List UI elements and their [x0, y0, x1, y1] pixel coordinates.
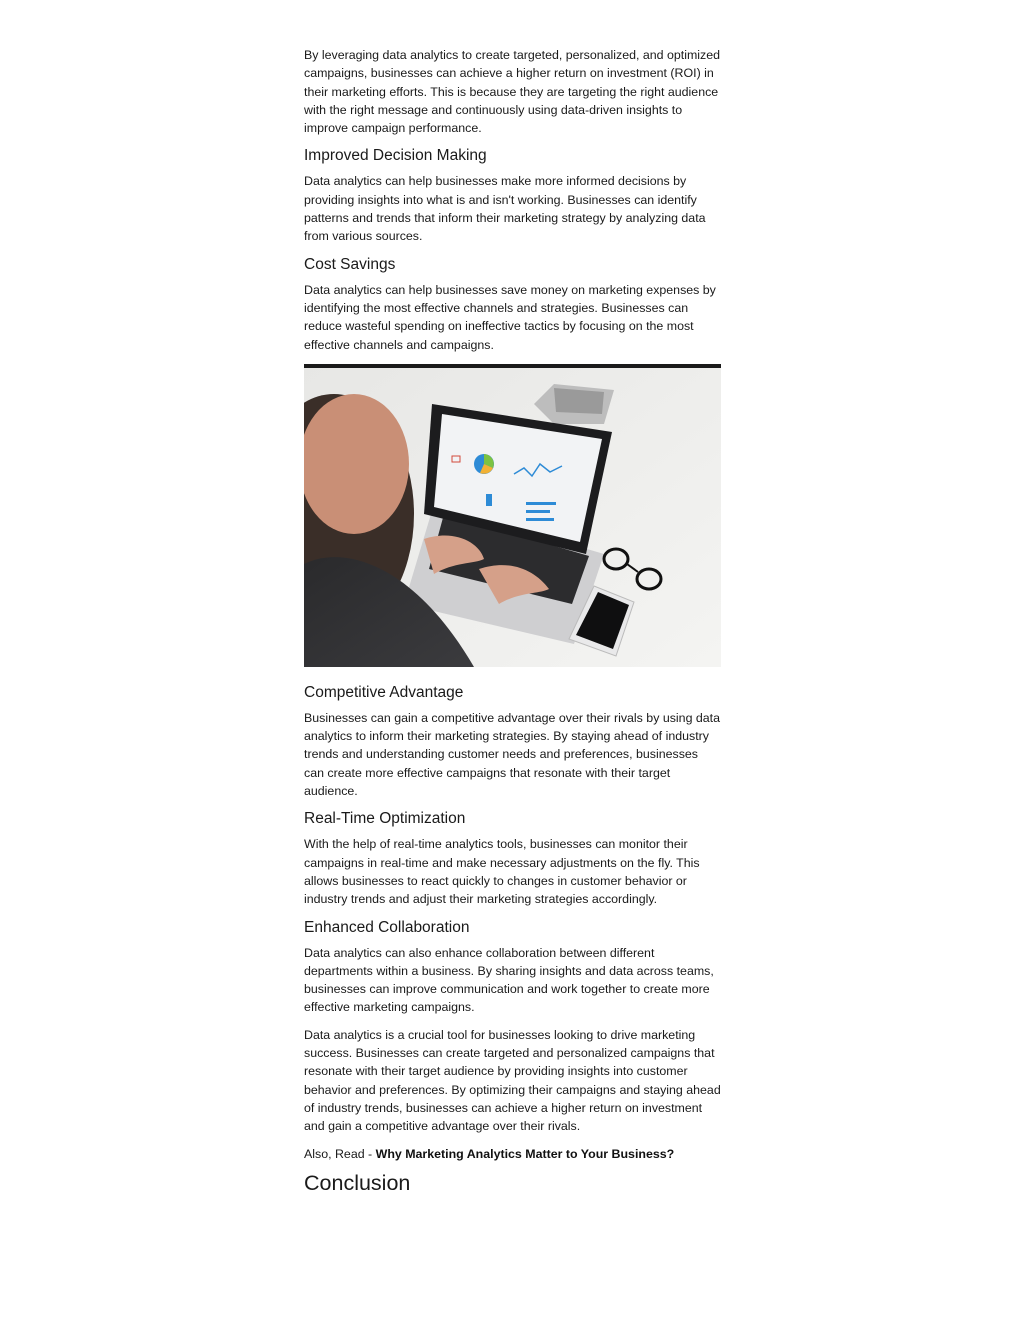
heading-real-time-optimization: Real-Time Optimization: [304, 810, 466, 828]
heading-cost-savings: Cost Savings: [304, 255, 396, 273]
summary-paragraph: Data analytics is a crucial tool for businesses looking to drive marketing success. Businesses can create targeted and personalized campaigns that resonate with their target audience by providing insights into customer behavior and preferences. By optimizing their campaigns and staying ahead of industry trends, businesses can achieve a higher return on investment and gain a competitive advantage over their rivals.: [304, 1027, 721, 1134]
also-read-link[interactable]: Why Marketing Analytics Matter to Your Business?: [375, 1146, 675, 1161]
paragraph-improved-decision-making: Data analytics can help businesses make more informed decisions by providing insights into what is and isn't working. Businesses can identify patterns and trends that inform their marketing strategy by analyzing data from various sources.: [304, 174, 706, 244]
intro-paragraph: By leveraging data analytics to create targeted, personalized, and optimized campaigns, businesses can achieve a higher return on investment (ROI) in their marketing efforts. This is because they are targeting the right audience with the right message and continuously using data-driven insights to improve campaign performance.: [304, 48, 721, 136]
paragraph-cost-savings: Data analytics can help businesses save money on marketing expenses by identifying the most effective channels and strategies. Businesses can reduce wasteful spending on ineffective tactics by focusing on the most effective channels and campaigns.: [304, 282, 716, 352]
article-image-laptop-analytics: [304, 364, 721, 667]
conclusion-heading: Conclusion: [304, 1170, 411, 1195]
laptop-analytics-illustration: [304, 364, 721, 667]
article-body: [304, 46, 721, 1197]
heading-improved-decision-making: Improved Decision Making: [304, 147, 487, 165]
paragraph-enhanced-collaboration: Data analytics can also enhance collaboration between different departments within a business. By sharing insights and data across teams, businesses can improve communication and work together to create more effective marketing campaigns.: [304, 945, 714, 1015]
also-read-prefix: Also, Read -: [304, 1146, 376, 1161]
paragraph-competitive-advantage: Businesses can gain a competitive advantage over their rivals by using data analytics to inform their marketing strategies. By staying ahead of industry trends and understanding customer needs and preferences, businesses can create more effective campaigns that resonate with their target audience.: [304, 710, 721, 799]
heading-competitive-advantage: Competitive Advantage: [304, 683, 464, 701]
also-read-line: [304, 1145, 721, 1163]
paragraph-real-time-optimization: With the help of real-time analytics tools, businesses can monitor their campaigns in real-time and make necessary adjustments on the fly. This allows businesses to react quickly to changes in customer behavior or industry trends and adjust their marketing strategies accordingly.: [304, 837, 700, 907]
heading-enhanced-collaboration: Enhanced Collaboration: [304, 918, 470, 936]
